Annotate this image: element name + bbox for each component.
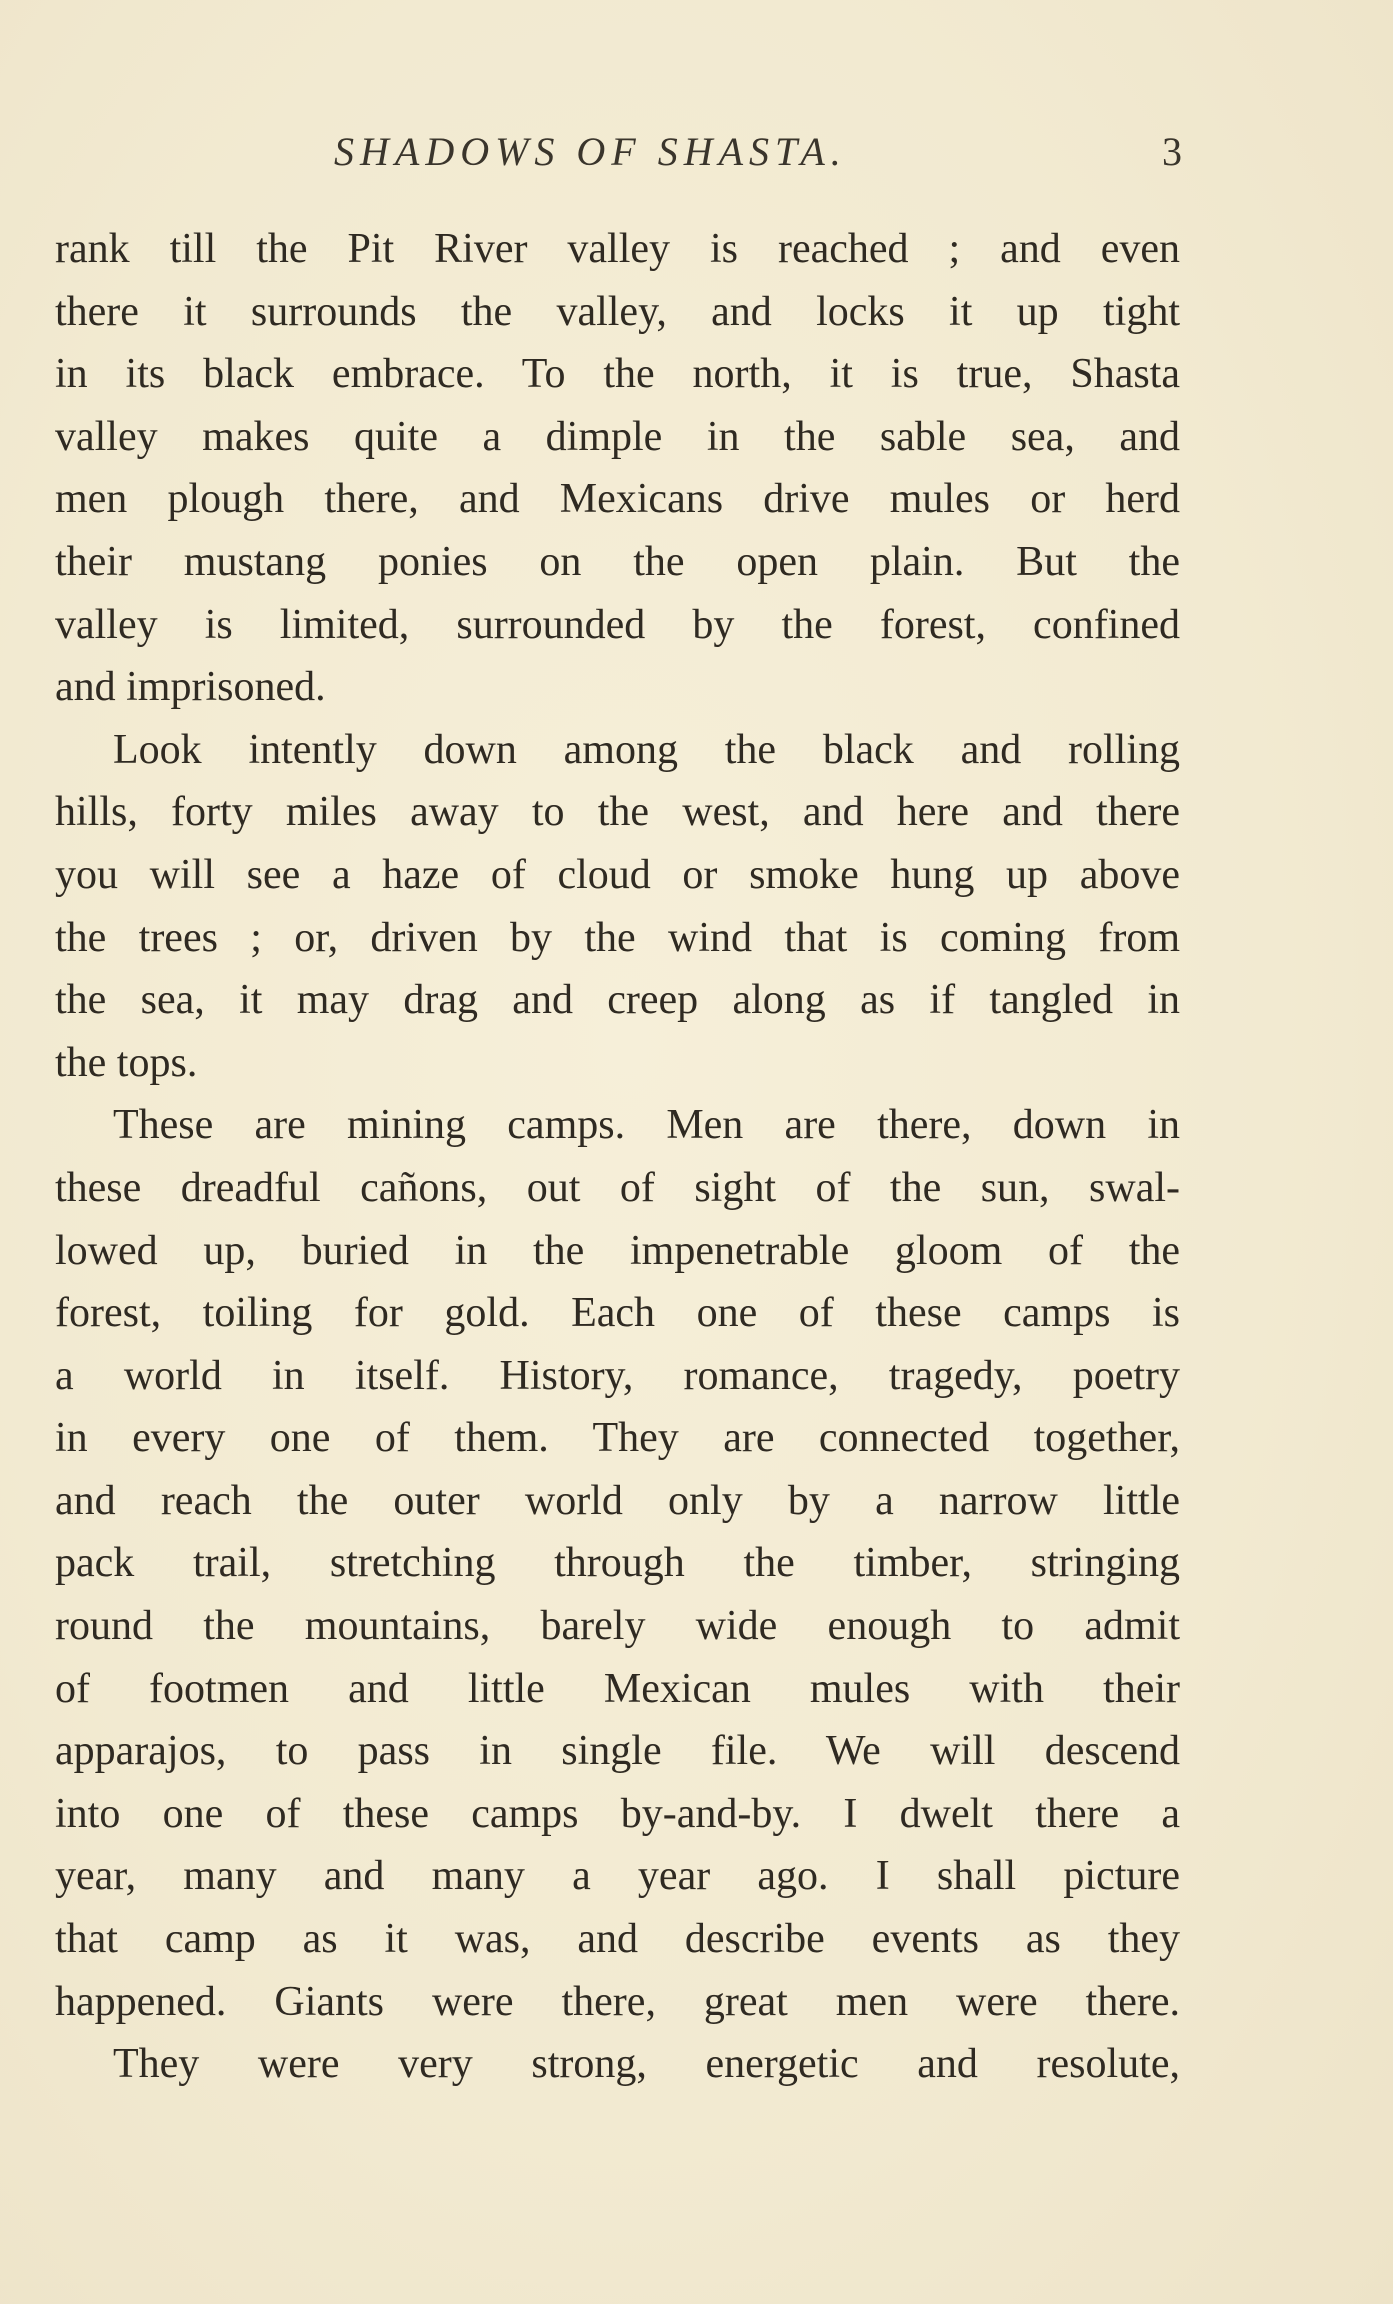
text-line: Look intently down among the black and rolling [113,726,1180,773]
running-head [334,128,1393,188]
page-number: 3 [1162,129,1182,174]
text-line: the tops. [55,1039,198,1086]
text-line: and imprisoned. [55,664,326,711]
text-line: in every one of them. They are connected together, [55,1415,1180,1462]
text-line: the sea, it may drag and creep along as if tangled in [55,977,1180,1024]
text-line: you will see a haze of cloud or smoke hung up above [55,851,1180,898]
text-line: a world in itself. History, romance, tragedy, poetry [55,1352,1180,1399]
text-line: round the mountains, barely wide enough to admit [55,1603,1180,1650]
text-line: valley makes quite a dimple in the sable sea, and [55,413,1180,460]
text-line: year, many and many a year ago. I shall picture [55,1853,1180,1900]
text-line: apparajos, to pass in single file. We will descend [55,1728,1180,1775]
text-line: in its black embrace. To the north, it is true, Shasta [55,351,1180,398]
text-line: rank till the Pit River valley is reached ; and even [55,226,1180,272]
text-line: happened. Giants were there, great men were there. [55,1978,1180,2025]
text-line: and reach the outer world only by a narrow little [55,1477,1180,1524]
text-line: there it surrounds the valley, and locks it up tight [55,288,1180,335]
text-line: the trees ; or, driven by the wind that is coming from [55,914,1180,961]
text-line: that camp as it was, and describe events as they [55,1916,1180,1963]
text-line: valley is limited, surrounded by the forest, confined [55,601,1180,648]
text-line: hills, forty miles away to the west, and here and there [55,789,1180,836]
text-line: These are mining camps. Men are there, down in [113,1102,1180,1149]
body-text [55,218,1180,2096]
text-line: men plough there, and Mexicans drive mules or herd [55,476,1180,523]
text-line: of footmen and little Mexican mules with their [55,1665,1180,1712]
text-line: these dreadful cañons, out of sight of the sun, swal- [55,1164,1180,1211]
running-title: SHADOWS OF SHASTA. [334,129,847,174]
text-line: pack trail, stretching through the timber, stringing [55,1540,1180,1587]
text-line: forest, toiling for gold. Each one of these camps is [55,1290,1180,1337]
text-line: their mustang ponies on the open plain. But the [55,538,1180,585]
text-line: They were very strong, energetic and resolute, [113,2041,1180,2088]
text-line: into one of these camps by-and-by. I dwelt there a [55,1790,1180,1837]
text-line: lowed up, buried in the impenetrable gloom of the [55,1227,1180,1274]
